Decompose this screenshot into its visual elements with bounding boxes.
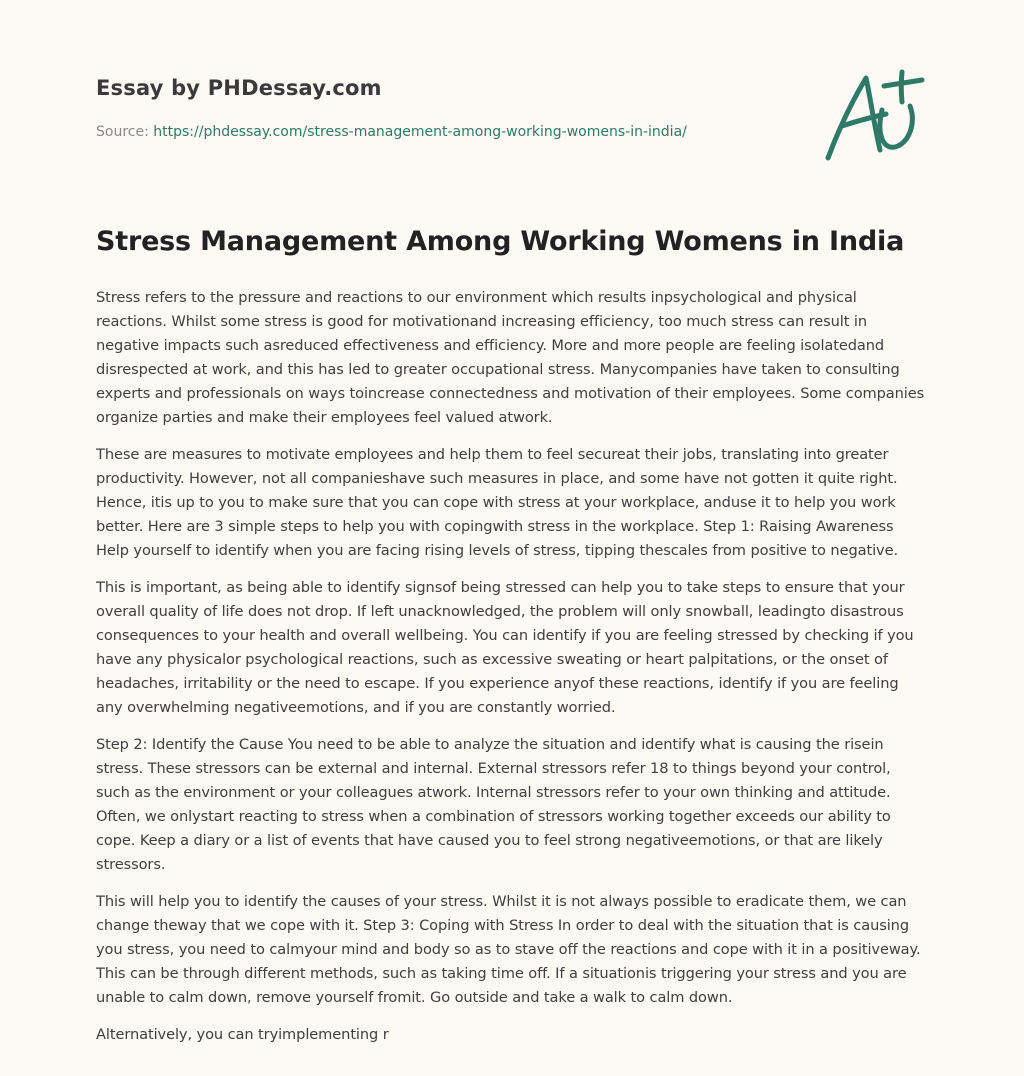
essay-paragraph: This is important, as being able to identify signsof being stressed can help you to take steps to ensure that your overall quality of life does not drop. If left unacknowledged, the problem will only snowball, leadingto disastrous consequences to your health and overall wellbeing. You can identify if you are feeling stressed by checking if you have any physicalor psychological reactions, such as excessive sweating or heart palpitations, or the onset of headaches, irritability or the need to escape. If you experience anyof these reactions, identify if you are feeling any overwhelming negativeemotions, and if you are constantly worried. [96, 579, 914, 716]
essay-paragraph: These are measures to motivate employees and help them to feel secureat their jobs, translating into greater productivity. However, not all companieshave such measures in place, and some have not gotten it quite right. Hence, itis up to you to make sure that you can cope with stress at your workplace, anduse it to help you work better. Here are 3 simple steps to help you with copingwith stress in the workplace. Step 1: Raising Awareness Help yourself to identify when you are facing rising levels of stress, tipping thescales from positive to negative. [96, 446, 898, 559]
essay-paragraph: Alternatively, you can tryimplementing r [96, 1026, 389, 1043]
source-label: Source: [96, 124, 154, 140]
essay-body [96, 286, 928, 1060]
site-brand: Essay by PHDessay.com [96, 76, 382, 100]
essay-paragraph: Stress refers to the pressure and reactions to our environment which results inpsychological and physical reactions. Whilst some stress is good for motivationand increasing efficiency, too much stress can result in negative impacts such asreduced effectiveness and efficiency. More and more people are feeling isolatedand disrespected at work, and this has led to greater occupational stress. Manycompanies have taken to consulting experts and professionals on ways toincrease connectedness and motivation of their employees. Some companies organize parties and make their employees feel valued atwork. [96, 289, 925, 426]
source-link[interactable]: https://phdessay.com/stress-management-among-working-womens-in-india/ [153, 124, 687, 140]
a-plus-logo-icon [818, 66, 930, 166]
source-line [96, 124, 687, 140]
essay-paragraph: Step 2: Identify the Cause You need to be able to analyze the situation and identify what is causing the risein stress. These stressors can be external and internal. External stressors refer 18 to things beyond your control, such as the environment or your colleagues atwork. Internal stressors refer to your own thinking and attitude. Often, we onlystart reacting to stress when a combination of stressors working together exceeds our ability to cope. Keep a diary or a list of events that have caused you to feel strong negativeemotions, or that are likely stressors. [96, 736, 891, 873]
essay-paragraph: This will help you to identify the causes of your stress. Whilst it is not always possible to eradicate them, we can change theway that we cope with it. Step 3: Coping with Stress In order to deal with the situation that is causing you stress, you need to calmyour mind and body so as to stave off the reactions and cope with it in a positiveway. This can be through different methods, such as taking time off. If a situationis triggering your stress and you are unable to calm down, remove yourself fromit. Go outside and take a walk to calm down. [96, 893, 921, 1006]
essay-title: Stress Management Among Working Womens in India [96, 226, 905, 257]
